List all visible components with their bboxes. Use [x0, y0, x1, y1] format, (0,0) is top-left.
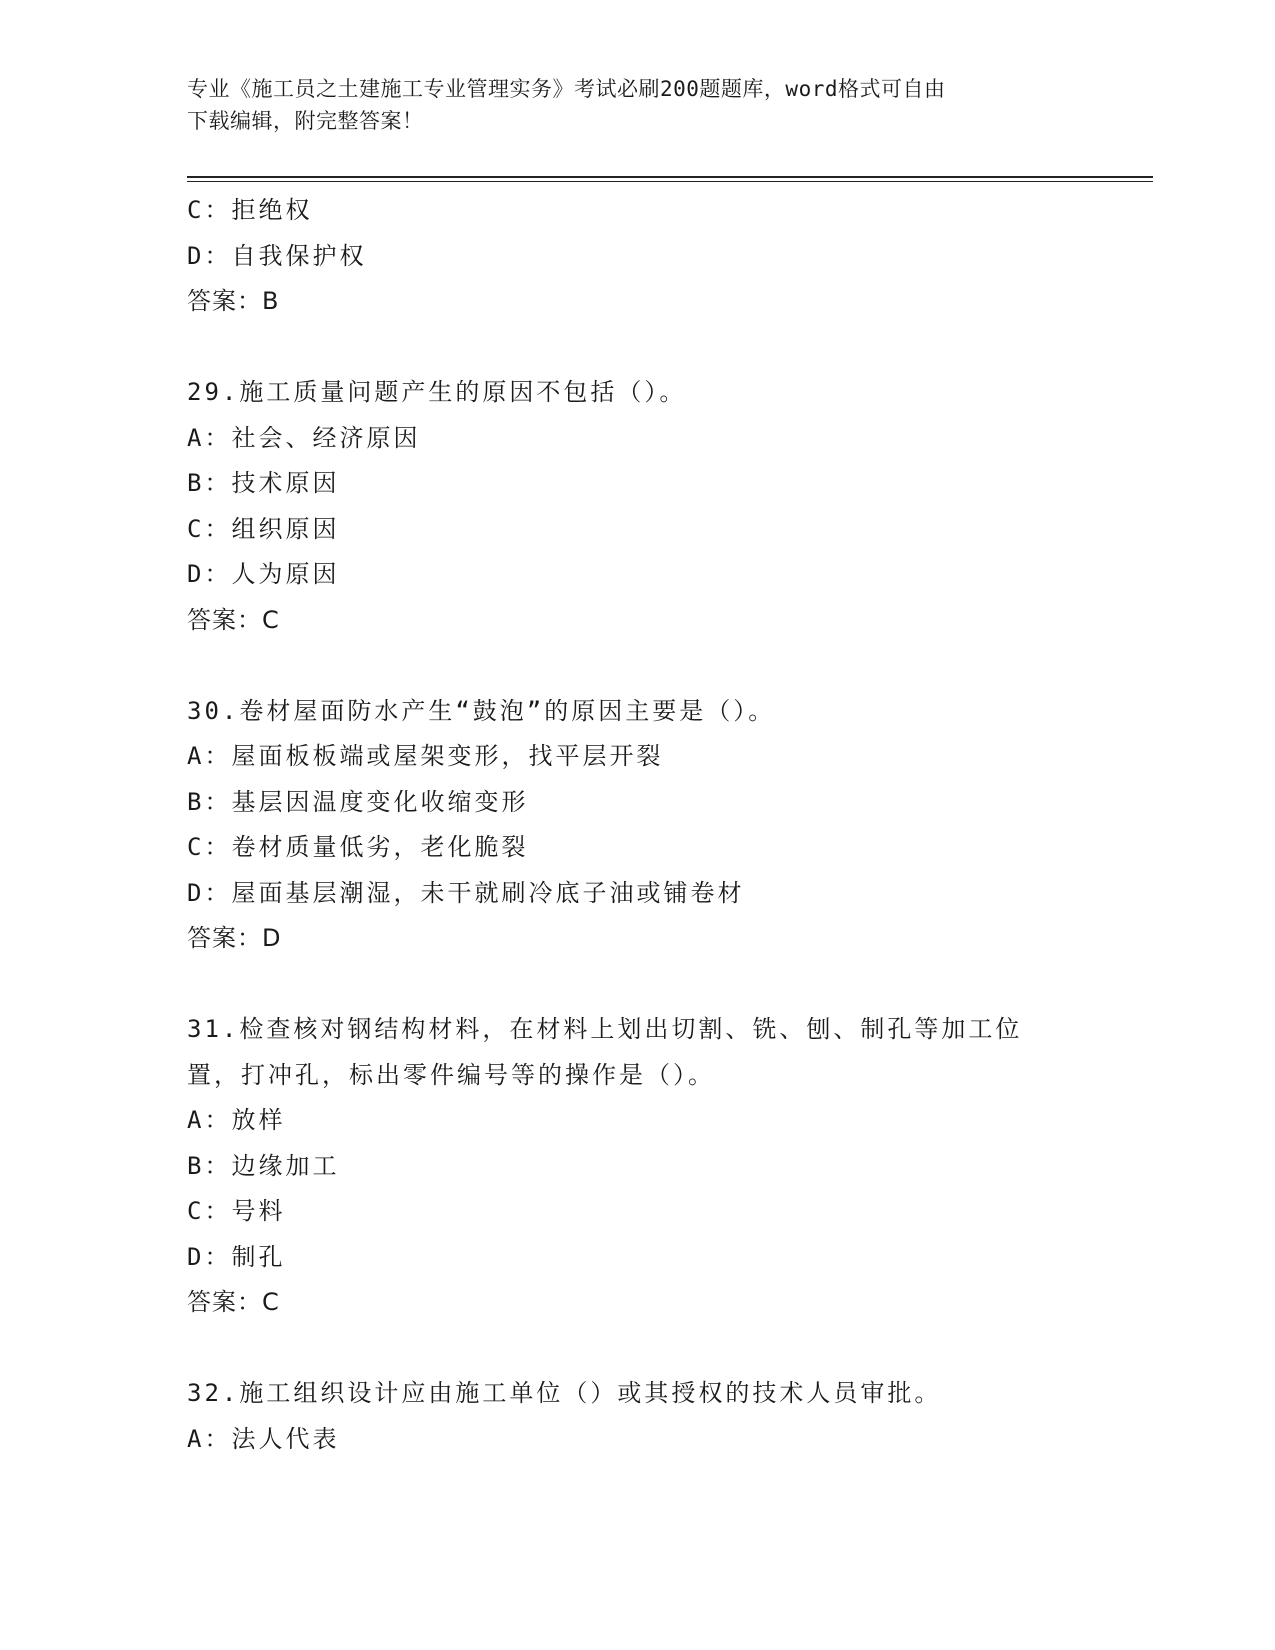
answer: 答案：D	[187, 924, 282, 952]
question-stem: 32.施工组织设计应由施工单位（）或其授权的技术人员审批。	[187, 1379, 942, 1407]
option-d: D：自我保护权	[187, 241, 367, 270]
question-stem: 30.卷材屋面防水产生“鼓泡”的原因主要是（）。	[187, 696, 776, 725]
header-divider	[187, 176, 1153, 178]
option-c: C：组织原因	[187, 514, 340, 543]
option-b: B：技术原因	[187, 469, 340, 497]
header-divider-thin	[187, 181, 1153, 182]
answer: 答案：C	[187, 1288, 280, 1316]
option-d: D：人为原因	[187, 560, 340, 588]
option-c: C：拒绝权	[187, 196, 313, 224]
question-stem-continued: 置，打冲孔，标出零件编号等的操作是（）。	[187, 1060, 715, 1089]
question-list	[187, 188, 1087, 1462]
option-a: A：屋面板板端或屋架变形，找平层开裂	[187, 742, 664, 770]
option-c: C：卷材质量低劣，老化脆裂	[187, 833, 529, 861]
option-b: B：边缘加工	[187, 1151, 340, 1180]
question-stem: 31.检查核对钢结构材料，在材料上划出切割、铣、刨、制孔等加工位	[187, 1015, 1023, 1043]
header-title-line-2: 下载编辑，附完整答案！	[187, 109, 424, 133]
answer: 答案：C	[187, 605, 280, 634]
option-a: A：法人代表	[187, 1424, 340, 1453]
option-b: B：基层因温度变化收缩变形	[187, 787, 529, 816]
header-title-line-1: 专业《施工员之土建施工专业管理实务》考试必刷200题题库，word格式可自由	[187, 77, 946, 101]
option-a: A：放样	[187, 1106, 286, 1134]
option-d: D：屋面基层潮湿，未干就刷冷底子油或铺卷材	[187, 878, 745, 907]
answer: 答案：B	[187, 287, 280, 315]
document-header	[187, 73, 1087, 137]
option-d: D：制孔	[187, 1242, 286, 1271]
option-c: C：号料	[187, 1197, 286, 1225]
question-stem: 29.施工质量问题产生的原因不包括（）。	[187, 378, 687, 406]
option-a: A：社会、经济原因	[187, 423, 421, 452]
